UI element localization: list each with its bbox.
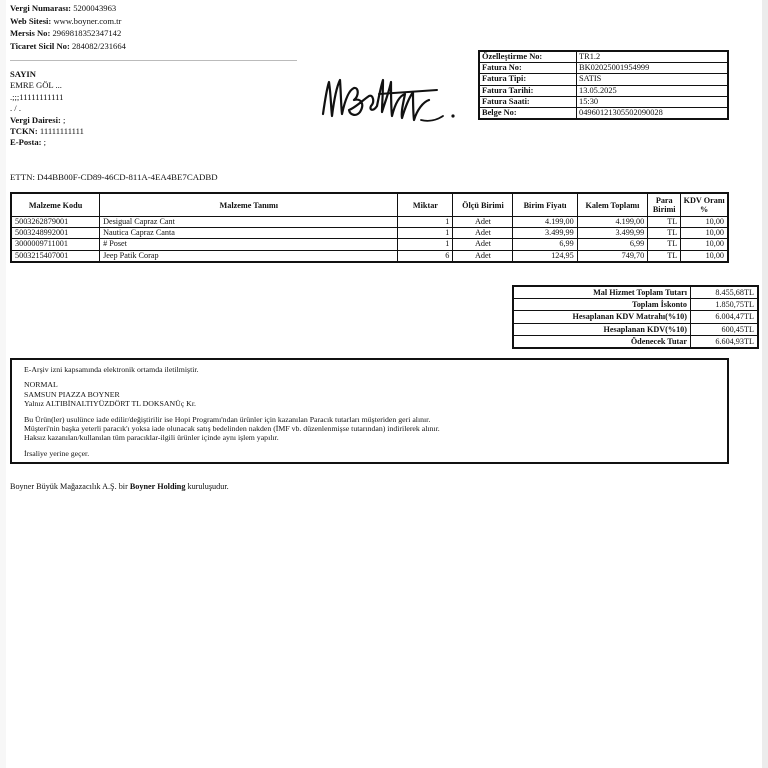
cell-desc: Jeep Patik Corap <box>100 250 398 262</box>
total-row <box>513 323 758 335</box>
cell-qty: 1 <box>398 217 453 228</box>
meta-row <box>479 74 728 85</box>
note-earchive: E-Arşiv izni kapsamında elektronik ortamda iletilmiştir. <box>24 365 199 374</box>
total-value: 1.850,75TL <box>691 299 759 311</box>
note-hopi-2: Müşteri'nin başka yeterli paracık'ı yoksa iade olunacak satış bedelinden nakden (İMF vb. düzenlenmişse tutarından) indirilerek alınır. <box>24 424 440 434</box>
col-header-qty: Miktar <box>398 193 453 217</box>
note-type: NORMAL <box>24 380 58 390</box>
cell-price: 124,95 <box>513 250 577 262</box>
meta-value: 04960121305502090028 <box>577 108 729 120</box>
page-edge <box>762 0 768 768</box>
cell-price: 4.199,00 <box>513 217 577 228</box>
note-amount-words: Yalnız ALTIBİNALTIYÜZDÖRT TL DOKSANÜç Kr. <box>24 399 196 409</box>
notes-box <box>10 358 729 464</box>
meta-value: TR1.2 <box>577 51 729 63</box>
buyer-email: E-Posta: ; <box>10 137 47 148</box>
signature <box>319 70 467 134</box>
col-header-desc: Malzeme Tanımı <box>100 193 398 217</box>
cell-currency: TL <box>648 250 681 262</box>
cell-currency: TL <box>648 217 681 228</box>
col-header-vat: KDV Oranı % <box>681 193 728 217</box>
total-row <box>513 286 758 299</box>
buyer-name: EMRE GÖL ... <box>10 80 62 91</box>
meta-label: Fatura Saati: <box>479 96 577 107</box>
seller-trade-registry: Ticaret Sicil No: 284082/231664 <box>10 40 126 51</box>
meta-value: BK02025001954999 <box>577 63 729 74</box>
total-value: 8.455,68TL <box>691 286 759 299</box>
total-row <box>513 335 758 348</box>
note-hopi-3: Haksız kazanılan/kullanılan tüm paracıklar-ilgili ürünler içinde aynı işlem yapılır. <box>24 433 279 443</box>
footer: Boyner Büyük Mağazacılık A.Ş. bir Boyner Holding kuruluşudur. <box>10 482 229 491</box>
total-label: Mal Hizmet Toplam Tutarı <box>513 286 691 299</box>
meta-row <box>479 96 728 107</box>
table-row <box>11 250 728 262</box>
cell-unit: Adet <box>453 239 513 250</box>
cell-qty: 1 <box>398 239 453 250</box>
total-label: Hesaplanan KDV Matrahı(%10) <box>513 311 691 323</box>
cell-total: 749,70 <box>577 250 647 262</box>
cell-qty: 1 <box>398 228 453 239</box>
divider <box>10 60 297 61</box>
note-hopi-1: Bu Ürün(ler) usulünce iade edilir/değiştirilir ise Hopi Programı'ndan ürünler için kazanılan Paracık tutarları müşteriden geri alınır. <box>24 414 431 424</box>
items-table <box>10 192 729 263</box>
cell-total: 3.499,99 <box>577 228 647 239</box>
note-waybill: İrsaliye yerine geçer. <box>24 448 90 458</box>
cell-unit: Adet <box>453 228 513 239</box>
total-label: Ödenecek Tutar <box>513 335 691 348</box>
seller-info <box>10 2 126 52</box>
ettn: ETTN: D44BB00F-CD89-46CD-811A-4EA4BE7CADBD <box>10 172 218 182</box>
cell-vat: 10,00 <box>681 250 728 262</box>
meta-value: 15:30 <box>577 96 729 107</box>
cell-currency: TL <box>648 239 681 250</box>
total-row <box>513 299 758 311</box>
meta-row <box>479 51 728 63</box>
table-row <box>11 239 728 250</box>
buyer-info <box>10 69 84 149</box>
col-header-unit: Ölçü Birimi <box>453 193 513 217</box>
meta-label: Belge No: <box>479 108 577 120</box>
cell-code: 5003262879001 <box>11 217 100 228</box>
cell-currency: TL <box>648 228 681 239</box>
cell-unit: Adet <box>453 250 513 262</box>
buyer-address2: . / . <box>10 103 21 114</box>
meta-label: Fatura Tarihi: <box>479 85 577 96</box>
cell-code: 5003215407001 <box>11 250 100 262</box>
buyer-tckn: TCKN: 11111111111 <box>10 126 84 137</box>
cell-total: 6,99 <box>577 239 647 250</box>
col-header-total: Kalem Toplamı <box>577 193 647 217</box>
table-row <box>11 228 728 239</box>
cell-code: 5003248992001 <box>11 228 100 239</box>
cell-desc: # Poset <box>100 239 398 250</box>
total-value: 6.604,93TL <box>691 335 759 348</box>
col-header-price: Birim Fiyatı <box>513 193 577 217</box>
invoice-page <box>6 0 762 768</box>
cell-code: 3000009711001 <box>11 239 100 250</box>
meta-row <box>479 63 728 74</box>
invoice-meta-table <box>478 50 729 120</box>
col-header-currency: Para Birimi <box>648 193 681 217</box>
total-value: 6.004,47TL <box>691 311 759 323</box>
seller-website: Web Sitesi: www.boyner.com.tr <box>10 15 122 26</box>
note-store: SAMSUN PIAZZA BOYNER <box>24 389 120 399</box>
seller-mersis: Mersis No: 2969818352347142 <box>10 28 122 39</box>
buyer-tax-office: Vergi Dairesi: ; <box>10 114 66 125</box>
meta-label: Fatura No: <box>479 63 577 74</box>
cell-price: 3.499,99 <box>513 228 577 239</box>
cell-vat: 10,00 <box>681 239 728 250</box>
cell-vat: 10,00 <box>681 228 728 239</box>
meta-value: SATIS <box>577 74 729 85</box>
col-header-code: Malzeme Kodu <box>11 193 100 217</box>
total-row <box>513 311 758 323</box>
cell-desc: Desigual Capraz Cant <box>100 217 398 228</box>
cell-desc: Nautica Capraz Canta <box>100 228 398 239</box>
items-header-row <box>11 193 728 217</box>
meta-row <box>479 108 728 120</box>
buyer-title: SAYIN <box>10 69 36 79</box>
seller-tax-no: Vergi Numarası: 5200043963 <box>10 3 117 13</box>
cell-unit: Adet <box>453 217 513 228</box>
meta-row <box>479 85 728 96</box>
total-value: 600,45TL <box>691 323 759 335</box>
total-label: Toplam İskonto <box>513 299 691 311</box>
cell-vat: 10,00 <box>681 217 728 228</box>
meta-label: Fatura Tipi: <box>479 74 577 85</box>
meta-label: Özelleştirme No: <box>479 51 577 63</box>
totals-table <box>512 285 759 349</box>
table-row <box>11 217 728 228</box>
meta-value: 13.05.2025 <box>577 85 729 96</box>
total-label: Hesaplanan KDV(%10) <box>513 323 691 335</box>
cell-qty: 6 <box>398 250 453 262</box>
cell-total: 4.199,00 <box>577 217 647 228</box>
cell-price: 6,99 <box>513 239 577 250</box>
buyer-address1: .;;;11111111111 <box>10 91 64 102</box>
